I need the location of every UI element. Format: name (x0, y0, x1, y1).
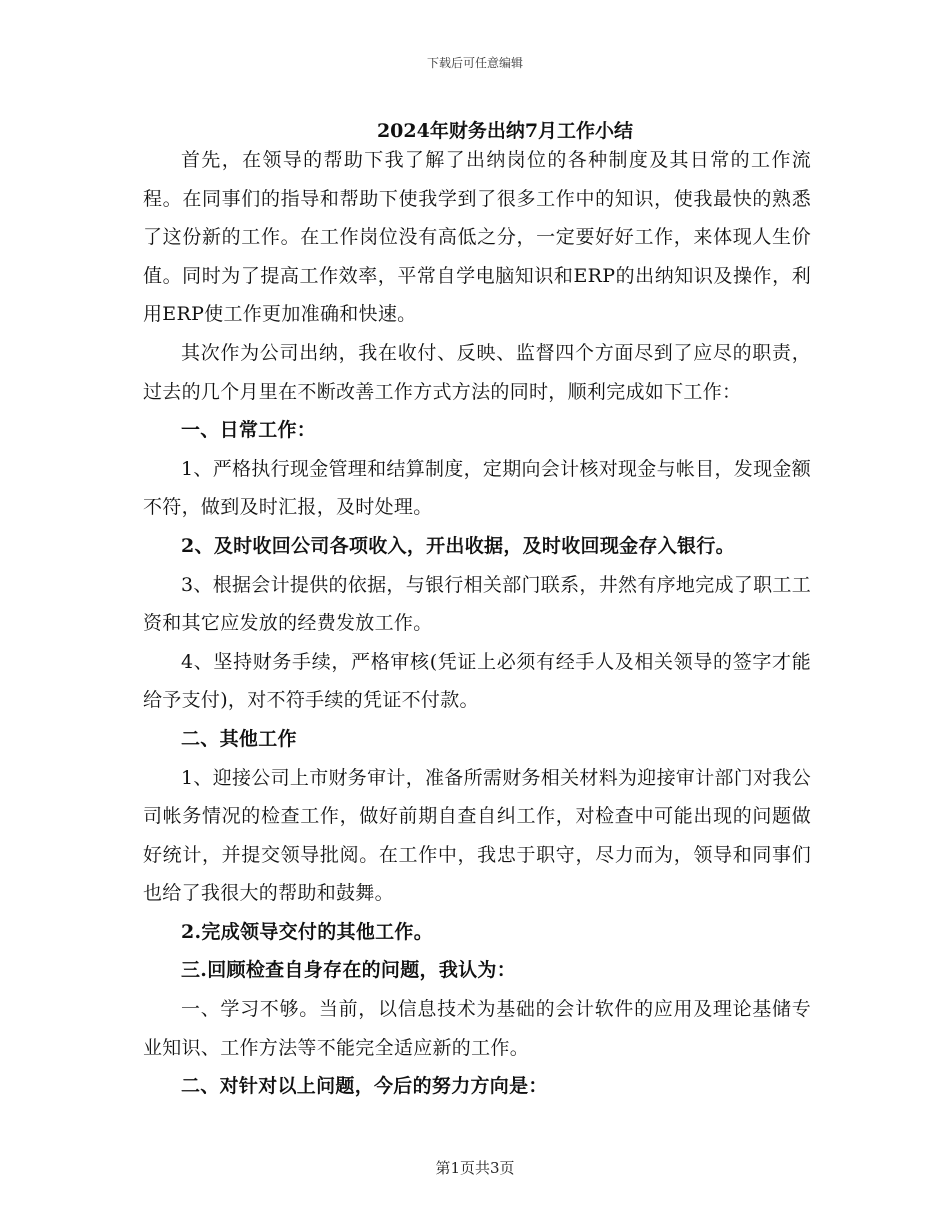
paragraph-duties: 其次作为公司出纳，我在收付、反映、监督四个方面尽到了应尽的职责，过去的几个月里在不断改善工作方式方法的同时，顺利完成如下工作： (143, 341, 811, 403)
list-item-cash-management: 1、严格执行现金管理和结算制度，定期向会计核对现金与帐目，发现金额不符，做到及时汇报，及时处理。 (143, 457, 811, 519)
list-item-listing-audit: 1、迎接公司上市财务审计，准备所需财务相关材料为迎接审计部门对我公司帐务情况的检查工作，做好前期自查自纠工作，对检查中可能出现的问题做好统计，并提交领导批阅。在工作中，我忠于职守，尽力而为，领导和同事们也给了我很大的帮助和鼓舞。 (143, 766, 811, 905)
page-footer-page-number: 第1页共3页 (435, 1159, 515, 1177)
section-heading-review: 三.回顾检查自身存在的问题，我认为： (181, 959, 517, 982)
section-heading-improvement: 二、对针对以上问题，今后的努力方向是： (181, 1075, 548, 1098)
document-body (143, 141, 811, 1106)
section-heading-other-work: 二、其他工作 (181, 727, 297, 750)
page-header-note: 下载后可任意编辑 (426, 56, 523, 70)
list-item-audit-procedures: 4、坚持财务手续，严格审核(凭证上必须有经手人及相关领导的签字才能给予支付)，对不符手续的凭证不付款。 (143, 650, 811, 712)
document-title: 2024年财务出纳7月工作小结 (376, 120, 634, 142)
paragraph-insufficient-learning: 一、学习不够。当前，以信息技术为基础的会计软件的应用及理论基储专业知识、工作方法等不能完全适应新的工作。 (143, 998, 811, 1059)
list-item-payroll: 3、根据会计提供的依据，与银行相关部门联系，井然有序地完成了职工工资和其它应发放的经费发放工作。 (143, 573, 811, 635)
section-heading-daily-work: 一、日常工作： (181, 419, 317, 442)
paragraph-intro: 首先，在领导的帮助下我了解了出纳岗位的各种制度及其日常的工作流程。在同事们的指导和帮助下使我学到了很多工作中的知识，使我最快的熟悉了这份新的工作。在工作岗位没有高低之分，一定要好好工作，来体现人生价值。同时为了提高工作效率，平常自学电脑知识和ERP的出纳知识及操作，利用ERP使工作更加准确和快速。 (143, 149, 811, 326)
list-item-revenue-collection: 2、及时收回公司各项收入，开出收据，及时收回现金存入银行。 (181, 534, 735, 557)
list-item-other-tasks: 2.完成领导交付的其他工作。 (181, 920, 434, 943)
